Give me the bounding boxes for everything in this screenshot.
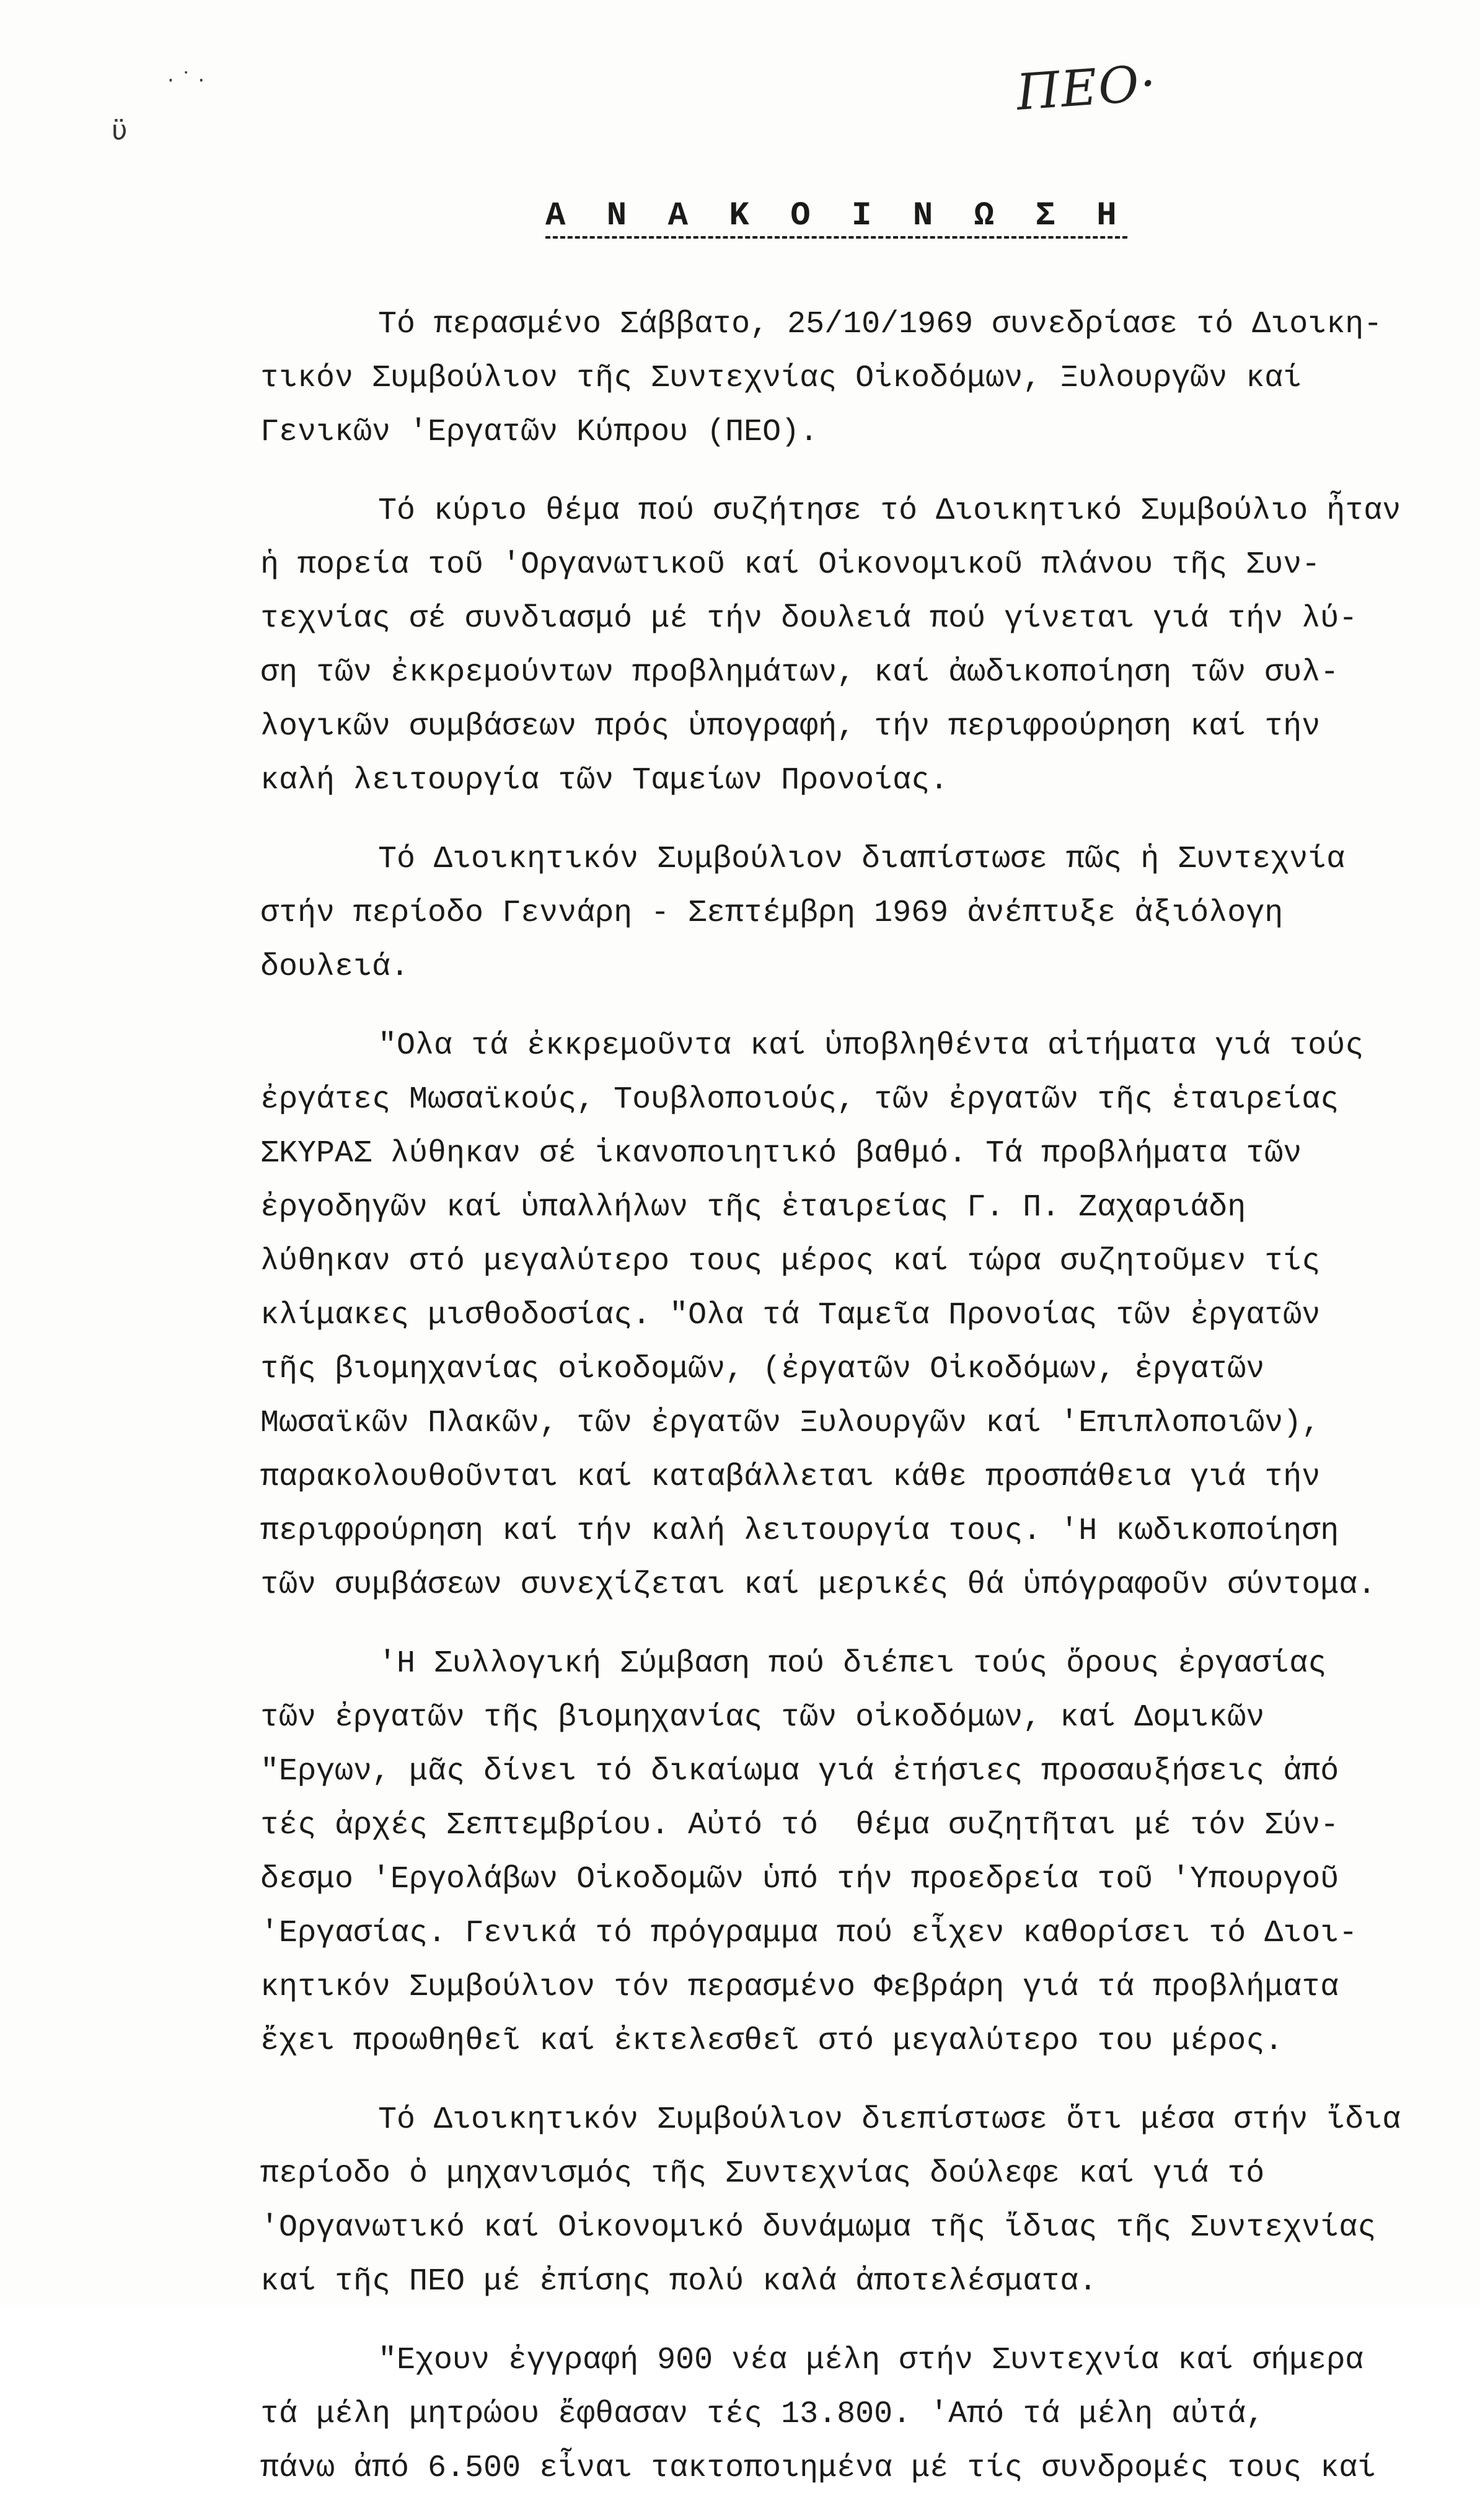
text-line: τά μέλη μητρώου ἔφθασαν τές 13.800. 'Από τά μέλη αὐτά,: [260, 2397, 1265, 2432]
text-line: 'Οργανωτικό καί Οἰκονομικό δυνάμωμα τῆς ἴδιας τῆς Συντεχνίας: [260, 2210, 1376, 2245]
text-line: λογικῶν συμβάσεων πρός ὑπογραφή, τήν περιφρούρηση καί τήν: [260, 709, 1321, 744]
text-line: Μωσαϊκῶν Πλακῶν, τῶν ἐργατῶν Ξυλουργῶν καί 'Επιπλοποιῶν),: [260, 1406, 1321, 1441]
text-line: λύθηκαν στό μεγαλύτερο τους μέρος καί τώρα συζητοῦμεν τίς: [260, 1244, 1321, 1279]
text-line: Γενικῶν 'Εργατῶν Κύπρου (ΠΕΟ).: [260, 415, 819, 450]
text-line: Τό περασμένο Σάββατο, 25/10/1969 συνεδρίασε τό Διοικη-: [378, 307, 1383, 342]
text-line: κλίμακες μισθοδοσίας. "Ολα τά Ταμεῖα Προνοίας τῶν ἐργατῶν: [260, 1298, 1321, 1333]
text-line: Τό Διοικητικόν Συμβούλιον διεπίστωσε ὅτι μέσα στήν ἴδια: [378, 2102, 1401, 2138]
text-line: δουλειά.: [260, 949, 410, 985]
text-line: στήν περίοδο Γεννάρη - Σεπτέμβρη 1969 ἀνέπτυξε ἀξιόλογη: [260, 896, 1284, 931]
text-line: περίοδο ὁ μηχανισμός τῆς Συντεχνίας δούλεφε καί γιά τό: [260, 2156, 1265, 2192]
stray-mark-left: ϋ: [112, 115, 128, 146]
text-line: δεσμο 'Εργολάβων Οἰκοδομῶν ὑπό τήν προεδρεία τοῦ 'Υπουργοῦ: [260, 1862, 1339, 1897]
stray-mark-top-left: · ˙ ·: [167, 68, 205, 93]
text-line: ἐργοδηγῶν καί ὑπαλλήλων τῆς ἑταιρείας Γ. Π. Ζαχαριάδη: [260, 1190, 1246, 1225]
text-line: καλή λειτουργία τῶν Ταμείων Προνοίας.: [260, 763, 949, 798]
paragraph: [260, 2093, 1413, 2309]
handwritten-note: ΠΕΟ·: [1015, 54, 1160, 121]
text-line: ἔχει προωθηθεῖ καί ἐκτελεσθεῖ στό μεγαλύτερο του μέρος.: [260, 2024, 1284, 2059]
text-line: "Εργων, μᾶς δίνει τό δικαίωμα γιά ἐτήσιες προσαυξήσεις ἀπό: [260, 1754, 1339, 1789]
text-line: πάνω ἀπό 6.500 εἶναι τακτοποιημένα μέ τίς συνδρομές τους καί: [260, 2451, 1376, 2486]
text-line: Τό Διοικητικόν Συμβούλιον διαπίστωσε πῶς ἡ Συντεχνία: [378, 842, 1346, 877]
document-body: [260, 297, 1413, 2520]
text-line: κητικόν Συμβούλιον τόν περασμένο Φεβράρη γιά τά προβλήματα: [260, 1970, 1339, 2005]
text-line: παρακολουθοῦνται καί καταβάλλεται κάθε προσπάθεια γιά τήν: [260, 1460, 1321, 1495]
text-line: Τό κύριο θέμα πού συζήτησε τό Διοικητικό Συμβούλιο ἦταν: [378, 493, 1401, 529]
text-line: "Ολα τά ἐκκρεμοῦντα καί ὑποβληθέντα αἰτήματα γιά τούς: [378, 1028, 1364, 1064]
text-line: ση τῶν ἐκκρεμούντων προβλημάτων, καί ἀωδικοποίηση τῶν συλ-: [260, 655, 1339, 690]
text-line: τικόν Συμβούλιον τῆς Συντεχνίας Οἰκοδόμων, Ξυλουργῶν καί: [260, 361, 1302, 396]
text-line: 'Η Συλλογική Σύμβαση πού διέπει τούς ὅρους ἐργασίας: [378, 1646, 1327, 1681]
text-line: τῶν συμβάσεων συνεχίζεται καί μερικές θά ὑπόγραφοῦν σύντομα.: [260, 1567, 1376, 1603]
text-line: καί τῆς ΠΕΟ μέ ἐπίσης πολύ καλά ἀποτελέσματα.: [260, 2264, 1098, 2299]
text-line: "Εχουν ἐγγραφή 900 νέα μέλη στήν Συντεχνία καί σήμερα: [378, 2343, 1364, 2378]
text-line: τῶν ἐργατῶν τῆς βιομηχανίας τῶν οἰκοδόμων, καί Δομικῶν: [260, 1700, 1265, 1735]
document-title: Α Ν Α Κ Ο Ι Ν Ω Σ Η: [545, 197, 1127, 239]
text-line: ΣΚΥΡΑΣ λύθηκαν σέ ἱκανοποιητικό βαθμό. Τά προβλήματα τῶν: [260, 1136, 1302, 1171]
paragraph: [260, 832, 1413, 994]
paragraph: [260, 1637, 1413, 2068]
paragraph: [260, 297, 1413, 459]
text-line: τεχνίας σέ συνδιασμό μέ τήν δουλειά πού γίνεται γιά τήν λύ-: [260, 601, 1358, 637]
text-line: 'Εργασίας. Γενικά τό πρόγραμμα πού εἶχεν καθορίσει τό Διοι-: [260, 1916, 1358, 1951]
paragraph: [260, 2333, 1413, 2495]
paragraph: [260, 1019, 1413, 1612]
text-line: ἡ πορεία τοῦ 'Οργανωτικοῦ καί Οἰκονομικοῦ πλάνου τῆς Συν-: [260, 547, 1321, 583]
text-line: περιφρούρηση καί τήν καλή λειτουργία τους. 'Η κωδικοποίηση: [260, 1513, 1339, 1549]
text-line: ἐργάτες Μωσαϊκούς, Τουβλοποιούς, τῶν ἐργατῶν τῆς ἑταιρείας: [260, 1082, 1339, 1117]
text-line: τῆς βιομηχανίας οἰκοδομῶν, (ἐργατῶν Οἰκοδόμων, ἐργατῶν: [260, 1352, 1265, 1387]
paragraph: [260, 484, 1413, 808]
text-line: τές ἀρχές Σεπτεμβρίου. Αὐτό τό θέμα συζητῆται μέ τόν Σύν-: [260, 1808, 1339, 1843]
